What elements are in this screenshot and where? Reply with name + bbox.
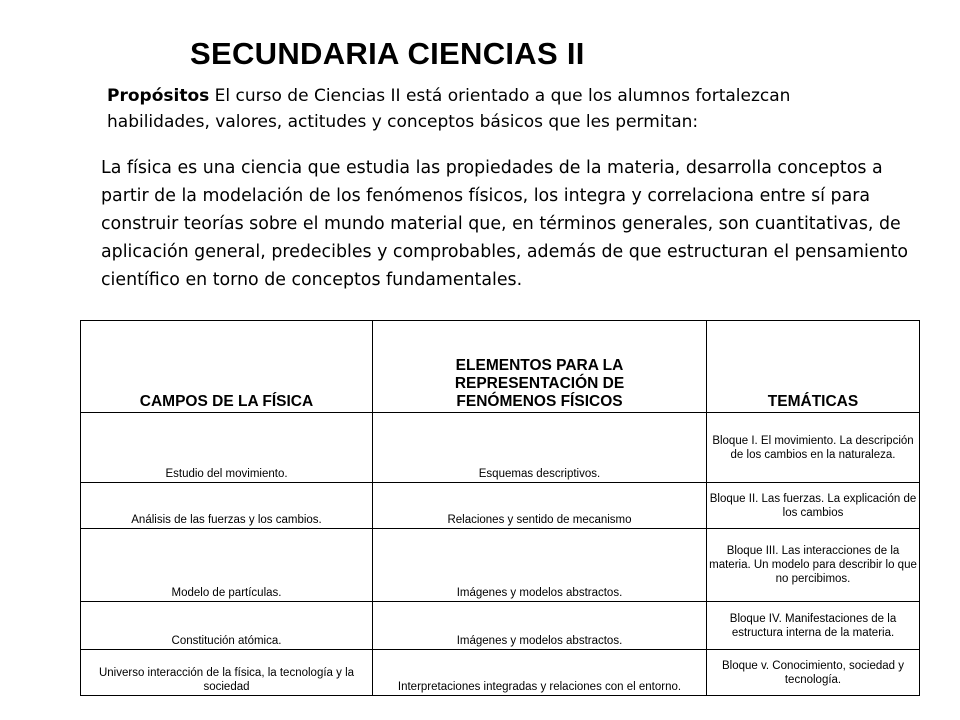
table-cell: Constitución atómica.: [81, 602, 373, 650]
table-row: [81, 529, 920, 602]
table-cell: Estudio del movimiento.: [81, 413, 373, 483]
table-row: [81, 602, 920, 650]
table-cell: Bloque III. Las interacciones de la materia. Un modelo para describir lo que no percibimos.: [707, 529, 920, 602]
purpose-label: Propósitos: [107, 86, 210, 106]
table-cell: Imágenes y modelos abstractos.: [373, 529, 707, 602]
table-cell: Interpretaciones integradas y relaciones con el entorno.: [373, 650, 707, 696]
header-elementos: ELEMENTOS PARA LA REPRESENTACIÓN DE FENÓMENOS FÍSICOS: [373, 321, 707, 413]
table-row: [81, 650, 920, 696]
table-cell: Análisis de las fuerzas y los cambios.: [81, 483, 373, 529]
header-campos: CAMPOS DE LA FÍSICA: [81, 321, 373, 413]
table-cell: Bloque v. Conocimiento, sociedad y tecnología.: [707, 650, 920, 696]
table-cell: Bloque II. Las fuerzas. La explicación de los cambios: [707, 483, 920, 529]
physics-fields-table: [80, 320, 920, 696]
table-header-row: [81, 321, 920, 413]
table-cell: Universo interacción de la física, la tecnología y la sociedad: [81, 650, 373, 696]
table-row: [81, 483, 920, 529]
table-cell: Modelo de partículas.: [81, 529, 373, 602]
table-row: [81, 413, 920, 483]
table-cell: Bloque IV. Manifestaciones de la estructura interna de la materia.: [707, 602, 920, 650]
physics-paragraph: La física es una ciencia que estudia las propiedades de la materia, desarrolla conceptos a partir de la modelación de los fenómenos físicos, los integra y correlaciona entre sí para construir teorías sobre el mundo material que, en términos generales, son cuantitativas, de aplicación general, predecibles y comprobables, además de que estructuran el pensamiento científico en torno de conceptos fundamentales.: [101, 158, 909, 290]
purpose-paragraph: [107, 83, 897, 135]
page-title: SECUNDARIA CIENCIAS II: [190, 36, 585, 71]
header-tematicas: TEMÁTICAS: [707, 321, 920, 413]
table-cell: Imágenes y modelos abstractos.: [373, 602, 707, 650]
purpose-text: El curso de Ciencias II está orientado a que los alumnos fortalezcan habilidades, valores, actitudes y conceptos básicos que les permitan:: [107, 86, 791, 132]
table-cell: Bloque I. El movimiento. La descripción de los cambios en la naturaleza.: [707, 413, 920, 483]
table-cell: Relaciones y sentido de mecanismo: [373, 483, 707, 529]
table-cell: Esquemas descriptivos.: [373, 413, 707, 483]
